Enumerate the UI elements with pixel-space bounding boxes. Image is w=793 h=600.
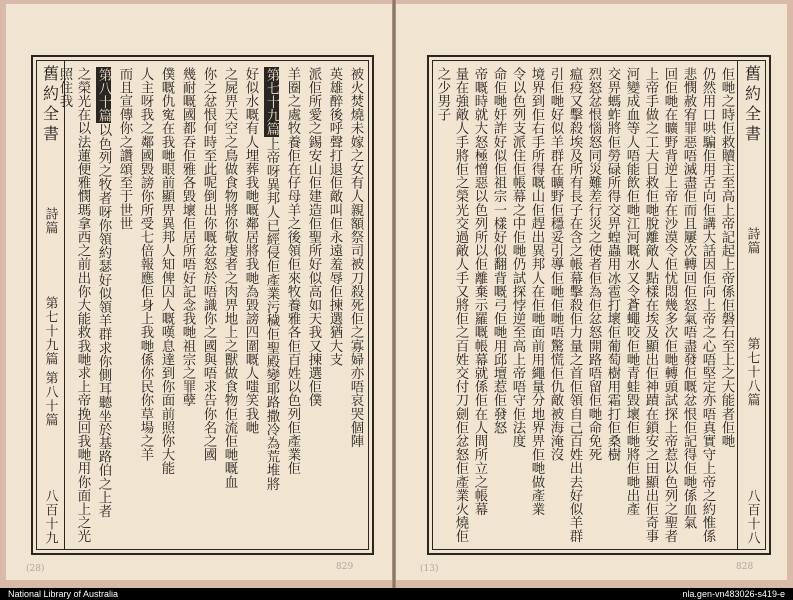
footer-bar [0,588,793,600]
text-column: 你之忿恨何時至此呢倒出你嘅忿怒於唔識你之國與唔求告你名之國 [201,67,216,462]
text-column: 僕嘅仇寃在我哋眼前顯畀異邦人知俾囚人嘅嘆息達到你面前照你大能 [159,67,174,475]
left-page [6,4,392,580]
right-page-frame [427,55,771,555]
text-column: 悲憫赦宥罪惡唔滅盡佢而且屢次轉回佢怒氣唔盡發佢嘅忿恨佢記得佢哋係血氣 [681,67,696,530]
left-stamp: 829 [336,562,354,572]
text-column: 帝嘅時就大怒極憎惡以色列所以佢離棄示羅嘅帳幕就係佢在人間所立之帳幕 [472,67,487,516]
right-chapter-label: 第七十八篇 [744,337,760,407]
left-text-columns [57,67,364,543]
text-column: 之榮光在以法蓮便雅憫瑪拿西之前出你大能救我哋求上帝挽回我哋用你面上之光照住我 [57,67,90,543]
text-column: 境界到佢右手所得嘅山佢趕出異邦人在佢哋面前用繩量分地界畀佢哋做產業 [529,67,544,516]
footer-library: National Library of Australia [8,589,119,599]
text-column: 上帝手做之工大日救佢哋脫離敵人點樣在埃及顯出佢神蹟在鎖安之田顯出佢奇事 [643,67,658,543]
text-column: 羊圈之處牧養佢在仔母羊之後領佢來牧養雅各佢百姓以色列佢產業佢 [285,67,300,475]
right-running-header [742,65,762,545]
right-page [396,4,787,580]
text-column: 被火焚燒未嫁之女有人親額祭司被刀殺死佢之寡婦亦唔哀哭個陣 [348,67,363,448]
left-chapter-label: 第七十九篇 第八十篇 [42,296,58,428]
right-stamp: 828 [736,562,754,572]
text-column: 第七十九篇上帝呀異邦人已經侵佢產業污穢佢聖殿變耶路撒冷為荒堆將 [264,68,279,491]
right-text-columns [437,67,735,543]
text-column: 令以色列支派住佢帳幕之中佢哋仍試探悖逆至高上帝唔守佢法度 [510,67,525,448]
left-section: 詩篇 [42,206,58,235]
text-column: 幾耐嘅國都吞佢雅各毀壞佢居所唔好記念我哋祖宗之罪孽 [180,67,195,407]
left-corner-mark: (28) [26,564,45,574]
text-column: 量在強敵人手將佢之榮光交過敵人手又將佢之百姓交付刀劍佢忿怒佢產業火燒佢之少男子 [435,67,468,543]
text-column: 人主呀我之鄰國毀謗你所受七倍報應佢身上我哋係你民你草場之羊 [138,67,153,462]
text-column: 引佢哋好似羊群在曠野佢穩妥引導佢哋佢哋唔驚慌佢仇敵被海淹沒 [548,67,563,462]
text-column: 仍然用口哄騙佢用舌向佢講大話因佢向上帝之心唔堅定亦唔真實守上帝之約惟係 [700,67,715,543]
right-book-title: 舊約全書 [742,65,762,145]
text-column: 之屍畀天空之鳥做食物將你敬虔者之肉畀地上之獸做食物佢流佢哋嘅血 [222,67,237,489]
text-column: 命佢哋奸詐好似佢祖宗一樣好似翻背嘅弓佢哋用邱壇惹佢發怒 [491,67,506,435]
right-page-number: 八百十八 [744,489,760,545]
right-section: 詩篇 [744,227,760,255]
text-column: 英雄醉後呼聲打退佢敵叫佢永遠羞辱佢揀選猶大支 [327,67,342,367]
text-column: 好似水嘅有人埋葬我哋嘅鄰居將我哋為毀謗四圍嘅人嗤笑我哋 [243,67,258,435]
right-corner-mark: (13) [420,564,439,574]
text-column: 而且宣傳你之讚頌至于世世 [117,67,132,231]
text-column: 交畀螞蚱將佢勞碌所得交畀蝗蟲用冰雹打壞佢葡萄樹用霜打佢桑樹 [605,67,620,462]
footer-identifier: nla.gen-vn483026-s419-e [682,589,785,599]
text-column: 佢哋之時佢救贖主至高上帝記起上帝係佢磐石至上之大能者佢哋 [719,67,734,448]
left-running-header [40,65,60,545]
text-column: 瘟疫又擊殺埃及所有長子在含之帳幕擊殺佢力量之首佢領自己百姓出去好似羊群 [567,67,582,543]
text-column: 第八十篇以色列之牧者呀你領約瑟好似領羊群求你側耳聽坐於基路伯之上者 [96,68,111,518]
left-book-title: 舊約全書 [40,65,60,145]
left-page-number: 八百十九 [42,488,58,545]
left-page-frame [31,55,374,555]
text-column: 烈怒忿恨惱怒同災難差行災之使者佢為佢忿怒開路唔留佢哋命免死 [586,67,601,462]
text-column: 河變成血等人唔能飲佢哋江河嘅水又令蒼蠅咬佢哋青蛙毀壞佢哋將佢哋出產 [624,67,639,516]
text-column: 回佢哋在曠野背逆上帝在沙漠令佢忧悶幾多次佢哋轉頭試探上帝惹以色列之聖者 [662,67,677,543]
text-column: 派佢所愛之錫安山佢建造佢聖所好似高如天我又揀選佢僕 [306,67,321,407]
